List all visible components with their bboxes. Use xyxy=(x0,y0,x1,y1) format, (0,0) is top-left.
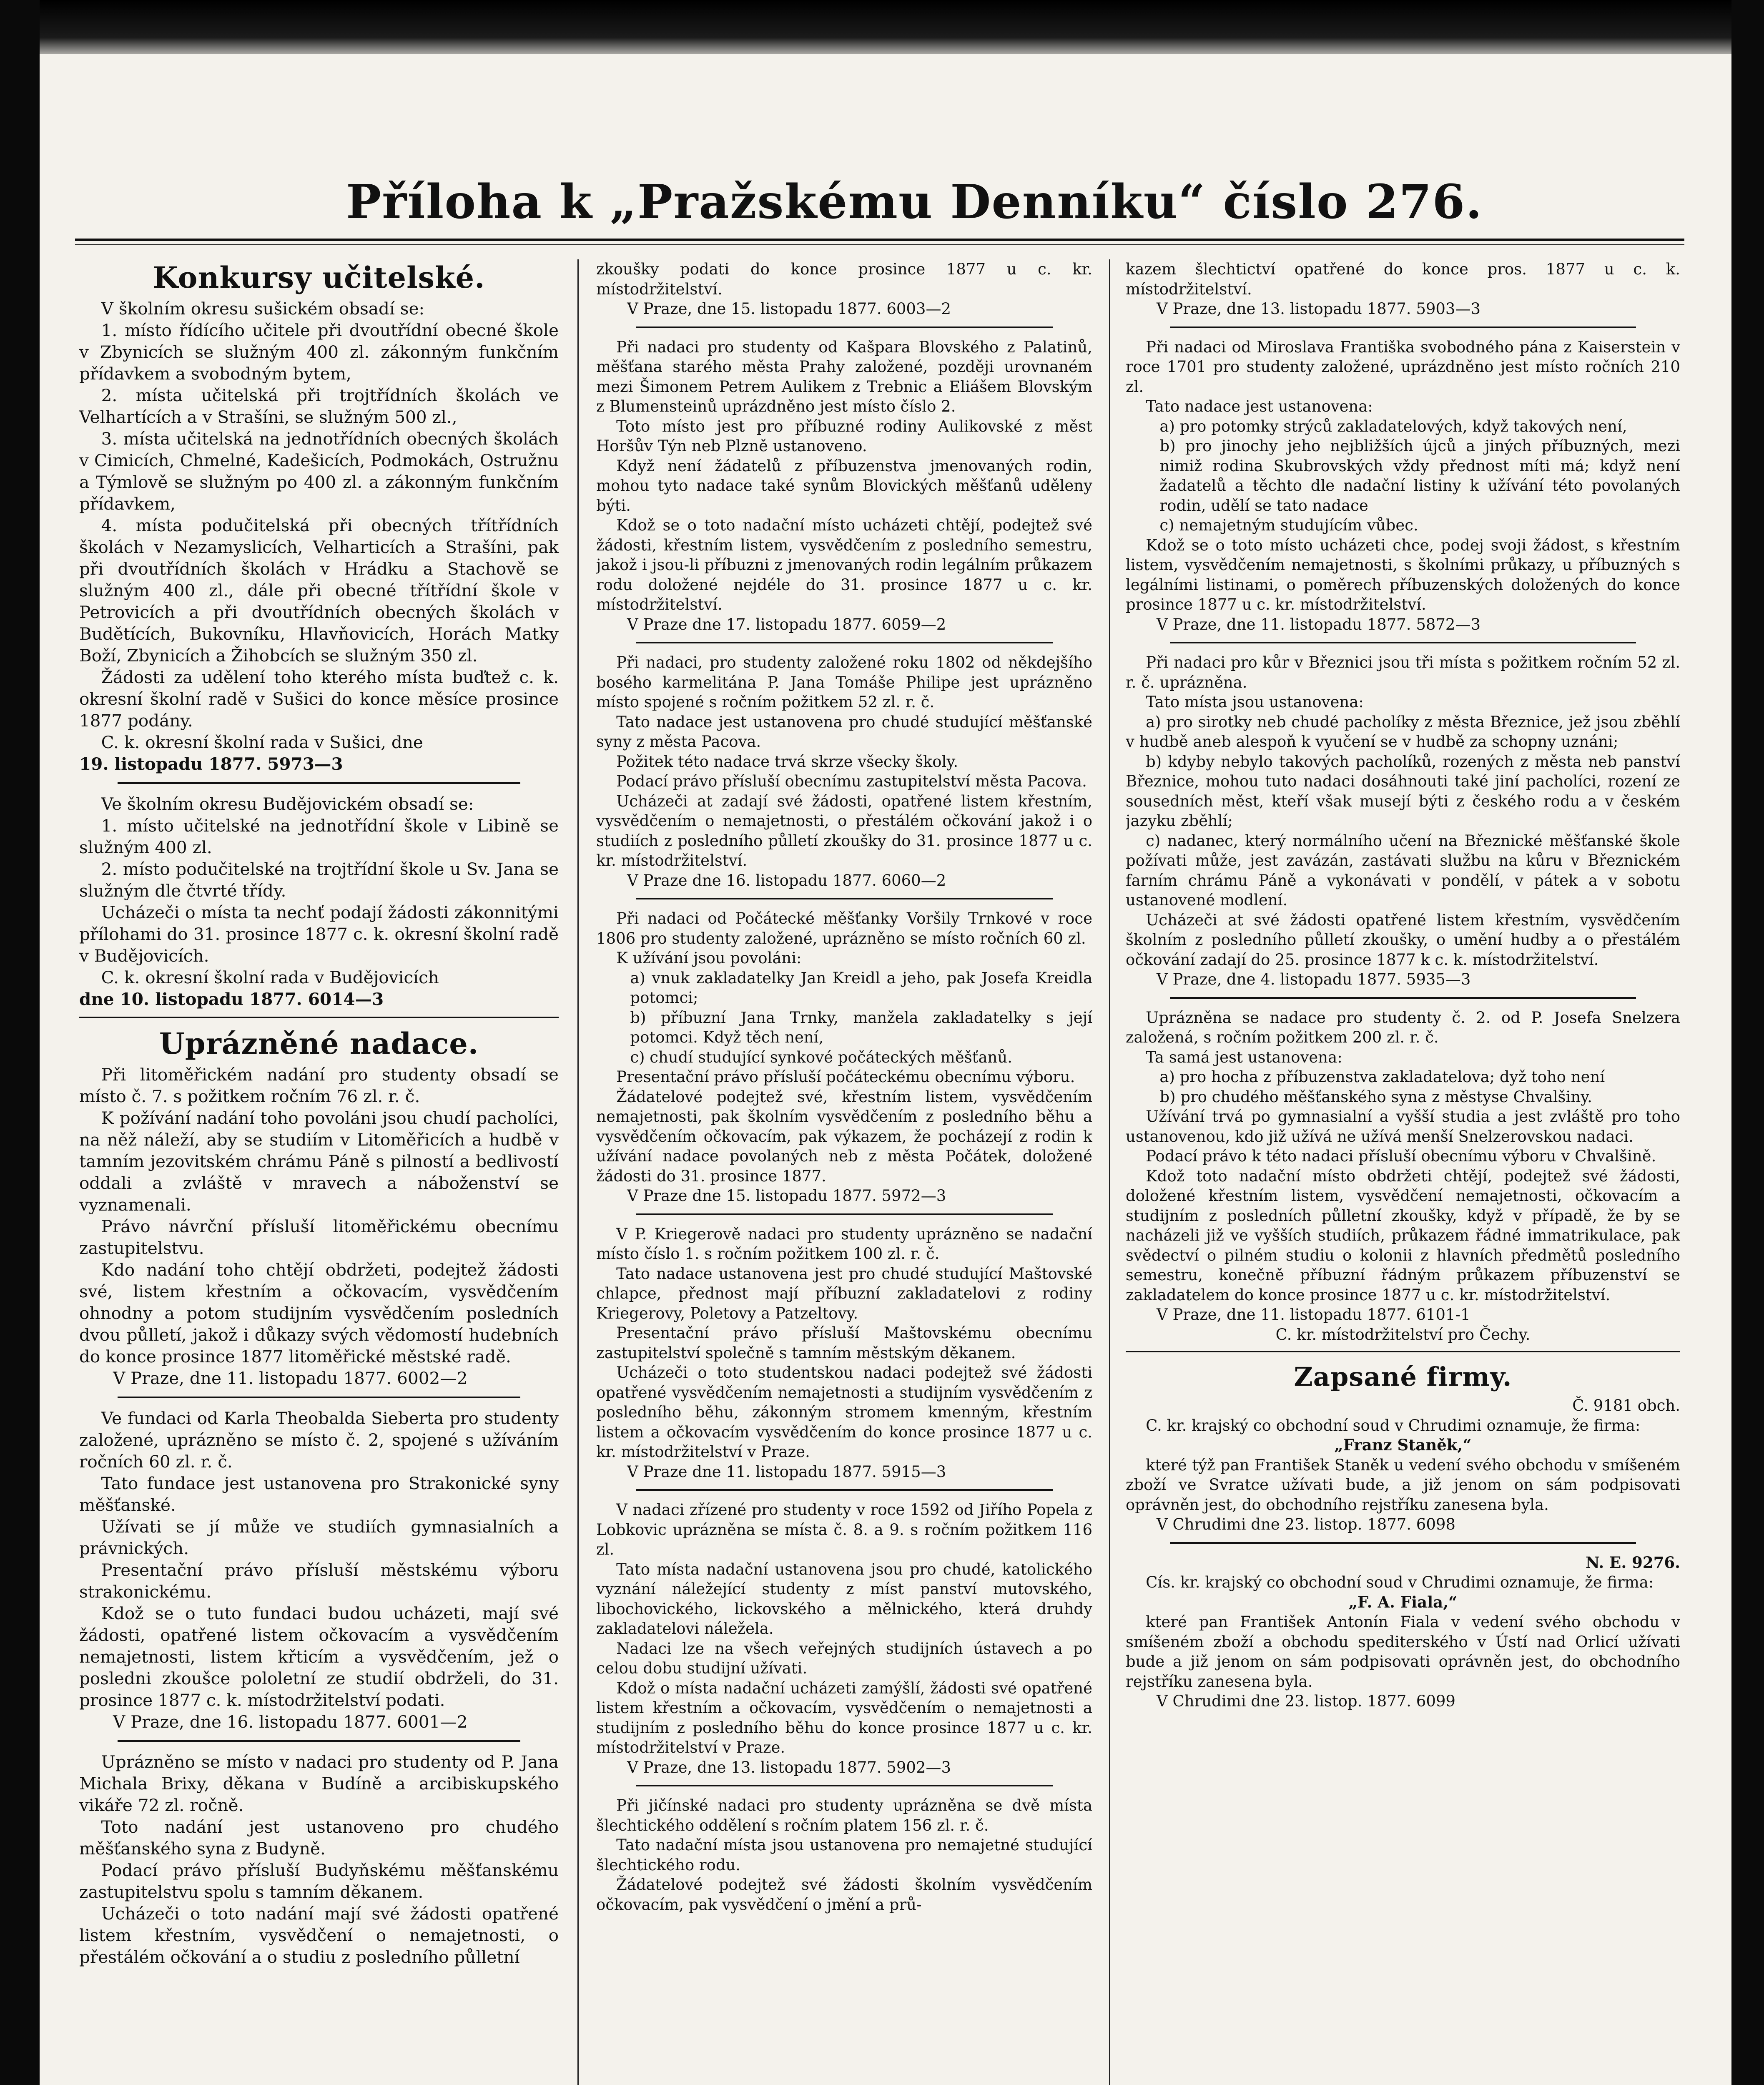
column-1 xyxy=(79,259,559,2085)
paragraph: Ucházeči o místa ta nechť podají žádosti zákonnitými přílohami do 31. prosince 1877 c. k. okresní školní radě v Budějovicích. xyxy=(79,902,559,966)
paragraph: Kdo nadání toho chtějí obdržeti, podejtež žádosti své, listem křestním a očkovacím, vysvědčením ohnodny a potom studijním vysvědčením posledních dvou půlletí, jakož i důkazy svých vědomostí hudebních do konce prosince 1877 litoměřické městské radě. xyxy=(79,1260,559,1367)
paragraph: Ve školním okresu Budějovickém obsadí se: xyxy=(101,794,474,814)
column-2 xyxy=(596,259,1092,2085)
paragraph: Ucházeči o toto nadání mají své žádosti opatřené listem křestním, vysvědčení o nemajetnosti, o přestálém očkování a o studiu z posledního půlletní xyxy=(79,1904,559,1967)
notice-separator xyxy=(636,1489,1053,1491)
signature-line: V Praze, dne 13. listopadu 1877. 5903—3 xyxy=(1157,300,1481,318)
list-item: a) pro potomky strýců zakladatelových, když takových není, xyxy=(1159,417,1627,435)
notice-separator xyxy=(636,898,1053,899)
signature-line: V Praze, dne 15. listopadu 1877. 6003—2 xyxy=(627,300,951,318)
paragraph: Kdož toto nadační místo obdržeti chtějí, podejtež své žádosti, doložené křestním listem, vysvědčení nemajetnosti, očkovacím a studijním z posledních půlletní zkoušky, když v případě, že by se nacházeli již ve vyšších studiích, průkazem řádné immatrikulace, pak svědectví o pilném studiu o kolonii z hlavních předmětů posledního semestru, konečně příbuzní řádným průkazem příbuzenství se zakladatelem do konce prosince 1877 u c. kr. místodržitelství. xyxy=(1126,1167,1680,1304)
signature-line: V Chrudimi dne 23. listop. 1877. 6098 xyxy=(1157,1515,1455,1533)
notice-separator xyxy=(1170,997,1636,999)
notice-separator xyxy=(1170,1542,1636,1544)
paragraph: Tato místa jsou ustanovena: xyxy=(1146,693,1364,711)
paragraph: Cís. kr. krajský co obchodní soud v Chrudimi oznamuje, že firma: xyxy=(1146,1573,1654,1591)
paragraph: Když není žádatelů z příbuzenstva jmenovaných rodin, mohou tyto nadace také synům Blovických měšťanů uděleny býti. xyxy=(596,457,1092,515)
signature-line: V Chrudimi dne 23. listop. 1877. 6099 xyxy=(1157,1692,1455,1710)
paragraph: Toto nadání jest ustanoveno pro chudého měšťanského syna z Budyně. xyxy=(79,1817,559,1859)
list-item: c) nemajetným studujícím vůbec. xyxy=(1159,516,1418,534)
signature-line: V Praze, dne 11. listopadu 1877. 5872—3 xyxy=(1157,615,1481,633)
signature-line: V Praze, dne 13. listopadu 1877. 5902—3 xyxy=(627,1758,951,1776)
paragraph: b) kdyby nebylo takových pacholíků, rozených z města neb panství Březnice, mohou tuto nadaci dosáhnouti také jiní pacholíci, rození ze sousedních měst, kteří však musejí býti z českého rodu a v českém jazyku zběhlí; xyxy=(1126,752,1680,830)
paragraph: které týž pan František Staněk u vedení svého obchodu v smíšeném zboží ve Svratce užívati bude, a již jenom on sám podpisovati oprávněn jest, do obchodního rejstříku zanesena byla. xyxy=(1126,1456,1680,1514)
notice-separator xyxy=(118,1740,520,1742)
notice-separator xyxy=(118,782,520,784)
paragraph: Požitek této nadace trvá skrze všecky školy. xyxy=(616,752,959,771)
paragraph: Uprázněno se místo v nadaci pro studenty od P. Jana Michala Brixy, děkana v Budíně a arcibiskupského vikáře 72 zl. ročně. xyxy=(79,1752,559,1815)
paragraph: Žádatelové podejtež své žádosti školním vysvědčením očkovacím, pak vysvědčení o jmění a prů- xyxy=(596,1876,1092,1914)
paragraph: Tato nadační místa jsou ustanovena pro nemajetné studující šlechtického rodu. xyxy=(596,1836,1092,1874)
paragraph: K užívání jsou povoláni: xyxy=(616,949,802,967)
section-heading-konkursy: Konkursy učitelské. xyxy=(153,260,485,295)
paragraph: C. k. okresní školní rada v Budějovicích xyxy=(101,967,439,987)
section-separator xyxy=(79,1017,559,1018)
paragraph: C. kr. krajský co obchodní soud v Chrudimi oznamuje, že firma: xyxy=(1146,1416,1641,1434)
paragraph: Při nadaci pro kůr v Březnici jsou tři místa s požitkem ročním 52 zl. r. č. uprázněna. xyxy=(1126,653,1680,691)
paragraph: zkoušky podati do konce prosince 1877 u c. kr. místodržitelství. xyxy=(596,260,1092,298)
signature-line: V Praze, dne 11. listopadu 1877. 6002—2 xyxy=(113,1368,468,1388)
firm-name: „F. A. Fiala,“ xyxy=(1348,1593,1458,1611)
list-item: a) vnuk zakladatelky Jan Kreidl a jeho, pak Josefa Kreidla potomci; xyxy=(630,969,1092,1007)
paragraph: Při jičínské nadaci pro studenty uprázněna se dvě místa šlechtického oddělení s ročním platem 156 zl. r. č. xyxy=(596,1796,1092,1834)
paragraph: Tato nadace jest ustanovena pro chudé studující měšťanské syny z města Pacova. xyxy=(596,713,1092,751)
paragraph: Toto místo jest pro příbuzné rodiny Aulikovské z měst Horšův Týn neb Plzně ustanoveno. xyxy=(596,417,1092,455)
firm-name: „Franz Staněk,“ xyxy=(1334,1436,1472,1454)
section-separator xyxy=(1126,1351,1680,1352)
paragraph: Žádatelové podejtež své, křestním listem, vysvědčením nemajetnosti, pak školním vysvědčením z posledního běhu a vysvědčením očkovacím, pak výkazem, že pocházejí z rodin k užívání nadace povolaných neb z města Počátek, doložené žádosti do 31. prosince 1877. xyxy=(596,1088,1092,1185)
scan-top-edge xyxy=(0,0,1764,63)
paragraph: Tato nadace jest ustanovena: xyxy=(1146,397,1373,415)
signature-line: V Praze, dne 16. listopadu 1877. 6001—2 xyxy=(113,1712,468,1732)
signature-line: dne 10. listopadu 1877. 6014—3 xyxy=(79,989,384,1009)
paragraph: Podací právo přísluší obecnímu zastupitelství města Pacova. xyxy=(616,772,1087,790)
signature-line: V Praze, dne 11. listopadu 1877. 6101-1 xyxy=(1157,1306,1470,1324)
paragraph: Nadaci lze na všech veřejných studijních ústavech a po celou dobu studijní užívati. xyxy=(596,1639,1092,1677)
signature-line: V Praze, dne 4. listopadu 1877. 5935—3 xyxy=(1157,970,1471,988)
signature-line: V Praze dne 11. listopadu 1877. 5915—3 xyxy=(627,1462,946,1481)
paragraph: Při nadaci, pro studenty založené roku 1802 od někdejšího bosého karmelitána P. Jana Tomáše Philipe jest uprázněno místo spojené s ročním požitkem 52 zl. r. č. xyxy=(596,653,1092,711)
notice-separator xyxy=(118,1397,520,1398)
paragraph: c) nadanec, který normálního učení na Březnické měšťanské škole požívati může, jest zavázán, zastávati službu na kůru v Březnickém farním chrámu Páně a vykonávati v pondělí, v pátek a v sobotu ustanovené modlení. xyxy=(1126,831,1680,909)
paragraph: Kdož se o toto nadační místo ucházeti chtějí, podejtež své žádosti, křestním listem, vysvědčením z posledního semestru, jakož i jsou-li příbuzni z jmenovaných rodin legálním průkazem rodu doložené nejdéle do 31. prosince 1877 u c. kr. místodržitelství. xyxy=(596,516,1092,613)
masthead-title: Příloha k „Pražskému Denníku“ číslo 276. xyxy=(346,175,1483,229)
paragraph: Při litoměřickém nadání pro studenty obsadí se místo č. 7. s požitkem ročním 76 zl. r. č. xyxy=(79,1065,559,1106)
list-item: c) chudí studující synkové počáteckých měšťanů. xyxy=(630,1048,1012,1066)
paragraph: Při nadaci od Miroslava Františka svobodného pána z Kaiserstein v roce 1701 pro studenty založené, uprázdněno jest místo ročních 210 zl. xyxy=(1126,338,1680,396)
reference-number: N. E. 9276. xyxy=(1585,1553,1680,1572)
signature-line: V Praze dne 16. listopadu 1877. 6060—2 xyxy=(627,871,946,889)
paragraph: Kdož se o tuto fundaci budou ucházeti, mají své žádosti, opatřené listem očkovacím a vysvědčením nemajetnosti, listem křticím a vysvědčením, jež o posledni zkoušce pololetní ze studií obdrželi, do 31. prosince 1877 c. k. místodržitelství podati. xyxy=(79,1603,559,1710)
paragraph: Při nadaci od Počátecké měšťanky Voršily Trnkové v roce 1806 pro studenty založené, uprázněno se místo ročních 60 zl. xyxy=(596,909,1092,947)
masthead-rule-thin xyxy=(75,244,1684,245)
paragraph: Žádosti za udělení toho kterého místa buďtež c. k. okresní školní radě v Sušici do konce měsíce prosince 1877 podány. xyxy=(79,667,559,731)
list-item: b) příbuzní Jana Trnky, manžela zakladatelky s její potomci. Když těch není, xyxy=(630,1008,1092,1046)
paragraph: Užívání trvá po gymnasialní a vyšší studia a jest zvláště pro toho ustanovenou, kdo již užívá ne užívá menší Snelzerovskou nadaci. xyxy=(1126,1108,1680,1145)
paragraph: Kdož o místa nadační ucházeti zamýšlí, žádosti své opatřené listem křestním a očkovacím, vysvědčením o nemajetnosti a studijním z posledního běhu do konce prosince 1877 u c. kr. místodržitelství v Praze. xyxy=(596,1679,1092,1756)
list-item: a) pro hocha z příbuzenstva zakladatelova; dyž toho není xyxy=(1159,1068,1605,1086)
paragraph: Ucházeči at své žádosti opatřené listem křestním, vysvědčením školním z posledního půlletí zkoušky, o umění hudby a o přestálém očkování zadají do 25. prosince 1877 k c. k. místodržitelství. xyxy=(1126,911,1680,969)
paragraph: 2. místo podučitelské na trojtřídní škole u Sv. Jana se služným dle čtvrté třídy. xyxy=(79,859,559,901)
paragraph: Tato nadace ustanovena jest pro chudé studující Maštovské chlapce, přednost mají příbuzní zakladatelovi z rodiny Kriegerovy, Poletovy a Patzeltovy. xyxy=(596,1264,1092,1322)
paragraph: Presentační právo přísluší městskému výboru strakonickému. xyxy=(79,1560,559,1602)
paragraph: Uprázněna se nadace pro studenty č. 2. od P. Josefa Snelzera založená, s ročním požitkem 200 zl. r. č. xyxy=(1126,1008,1680,1046)
scan-left-edge xyxy=(0,0,40,2085)
paragraph: V školním okresu sušickém obsadí se: xyxy=(101,299,425,319)
paragraph: Právo návrční přísluší litoměřickému obecnímu zastupitelstvu. xyxy=(79,1216,559,1258)
column-separator xyxy=(577,259,579,2085)
paragraph: Užívati se jí může ve studiích gymnasialních a právnických. xyxy=(79,1517,559,1558)
paragraph: které pan František Antonín Fiala v vedení svého obchodu v smíšeném zboží a obchodu spediterského v Ústí nad Orlicí užívati bude a již jenom on sám podpisovati oprávněn jest, do obchodního rejstříku zanesena byla. xyxy=(1126,1613,1680,1691)
paragraph: Presentační právo přísluší Maštovskému obecnímu zastupitelství společně s tamním městským děkanem. xyxy=(596,1324,1092,1362)
notice-separator xyxy=(636,642,1053,643)
paragraph: Podací právo přísluší Budyňskému měšťanskému zastupitelstvu spolu s tamním děkanem. xyxy=(79,1860,559,1902)
section-heading-uprazdnene-nadace: Uprázněné nadace. xyxy=(159,1026,479,1061)
paragraph: K požívání nadání toho povoláni jsou chudí pacholíci, na něž náleží, aby se studiím v Litoměřicích a hudbě v tamním jezovitském chrámu Páně s pilností a bedlivostí oddali a zvláště v mravech a náboženství se vyznamenali. xyxy=(79,1108,559,1215)
signature-line: V Praze dne 17. listopadu 1877. 6059—2 xyxy=(627,615,946,633)
paragraph: Presentační právo přísluší počáteckému obecnímu výboru. xyxy=(616,1068,1075,1086)
scan-right-edge xyxy=(1731,0,1764,2085)
paragraph: Tato místa nadační ustanovena jsou pro chudé, katolického vyznání náležející studenty z míst panství mutovského, libochovického, lickovského a mělnického, která druhdy zakladatelovi náležela. xyxy=(596,1560,1092,1638)
notice-separator xyxy=(1170,327,1636,328)
paragraph: 1. místo učitelské na jednotřídní škole v Libině se služným 400 zl. xyxy=(79,816,559,857)
list-item: b) pro jinochy jeho nejbližších újců a jiných příbuzných, mezi nimiž rodina Skubrovských vždy přednost míti má; když není žadatelů a těchto dle nadační listiny k užívání této povolaných rodin, udělí se tato nadace xyxy=(1159,437,1680,515)
paragraph: Ucházeči at zadají své žádosti, opatřené listem křestním, vysvědčením o nemajetnosti, o přestálém očkování jakož i o studiích z posledního půlletí zkoušky do 31. prosince 1877 u c. kr. místodržitelství. xyxy=(596,792,1092,869)
paragraph: 3. místa učitelská na jednotřídních obecných školách v Cimicích, Chmelné, Kadešicích, Podmokách, Ostružnu a Týmlově se služným po 400 zl. a zákonným funkčním přídavkem, xyxy=(79,429,559,514)
paragraph: a) pro sirotky neb chudé pacholíky z města Březnice, jež jsou zběhlí v hudbě aneb alespoň k vyučení se v hudbě za schopny uznáni; xyxy=(1126,713,1680,751)
notice-separator xyxy=(636,327,1053,328)
signature-line: V Praze dne 15. listopadu 1877. 5972—3 xyxy=(627,1187,946,1205)
notice-separator xyxy=(636,1213,1053,1215)
section-heading-zapsane-firmy: Zapsané firmy. xyxy=(1294,1362,1512,1392)
notice-separator xyxy=(1170,642,1636,643)
column-separator xyxy=(1109,259,1110,2085)
list-item: b) pro chudého měšťanského syna z městyse Chvalšiny. xyxy=(1159,1088,1592,1106)
paragraph: V nadaci zřízené pro studenty v roce 1592 od Jiřího Popela z Lobkovic uprázněna se místa č. 8. a 9. s ročním požitkem 116 zl. xyxy=(596,1501,1092,1558)
masthead-rule xyxy=(75,239,1684,241)
paragraph: C. k. okresní školní rada v Sušici, dne xyxy=(101,732,423,752)
paragraph: Ve fundaci od Karla Theobalda Sieberta pro studenty založené, uprázněno se místo č. 2, spojené s užíváním ročních 60 zl. r. č. xyxy=(79,1408,559,1472)
paragraph: Kdož se o toto místo ucházeti chce, podej svoji žádost, s křestním listem, vysvědčením nemajetnosti, s školními průkazy, u příbuzných s legálními listinami, o poměrech příbuzenských doložených do konce prosince 1877 u c. kr. místodržitelství. xyxy=(1126,536,1680,613)
notice-separator xyxy=(636,1785,1053,1786)
reference-number: Č. 9181 obch. xyxy=(1572,1397,1680,1414)
paragraph: 4. místa podučitelská při obecných třítřídních školách v Nezamyslicích, Velharticích a Strašíni, pak při dvoutřídních školách v Hrádku a Stachově se služným 400 zl., dále při obecné třítřídní škole v Petrovicích a při dvoutřídních obecných školách v Budětících, Bukovníku, Hlavňovicích, Horách Matky Boží, Zbynicích a Žihobcích se služným 350 zl. xyxy=(79,515,559,666)
paragraph: Při nadaci pro studenty od Kašpara Blovského z Palatinů, měšťana starého města Prahy založené, později urovnaném mezi Šimonem Petrem Aulikem z Trebnic a Eliášem Blovským z Blumensteinů uprázdněno jest místo číslo 2. xyxy=(596,338,1092,415)
paragraph: Ta samá jest ustanovena: xyxy=(1146,1048,1342,1066)
signature-line: 19. listopadu 1877. 5973—3 xyxy=(79,754,343,774)
paragraph: Podací právo k této nadaci přísluší obecnímu výboru v Chvalšině. xyxy=(1146,1147,1656,1165)
paragraph: V P. Kriegerově nadaci pro studenty uprázněno se nadační místo číslo 1. s ročním požitkem 100 zl. r. č. xyxy=(596,1225,1092,1263)
paragraph: 1. místo řídícího učitele při dvoutřídní obecné škole v Zbynicích se služným 400 zl. zákonným funkčním přídavkem a svobodným bytem, xyxy=(79,320,559,384)
paragraph: Ucházeči o toto studentskou nadaci podejtež své žádosti opatřené vysvědčením nemajetnosti a studijním vysvědčením z posledního běhu, zákonným stromem kmenným, křestním listem a očkovacím vysvědčením do konce prosince 1877 u c. kr. místodržitelství v Praze. xyxy=(596,1364,1092,1461)
column-3 xyxy=(1126,259,1680,2085)
paragraph: kazem šlechtictví opatřené do konce pros. 1877 u c. k. místodržitelství. xyxy=(1126,260,1680,298)
paragraph: Tato fundace jest ustanovena pro Strakonické syny měšťanské. xyxy=(79,1473,559,1515)
authority-line: C. kr. místodržitelství pro Čechy. xyxy=(1275,1325,1531,1344)
paragraph: 2. místa učitelská při trojtřídních školách ve Velhartících a v Strašíni, se služným 500 zl., xyxy=(79,385,559,427)
